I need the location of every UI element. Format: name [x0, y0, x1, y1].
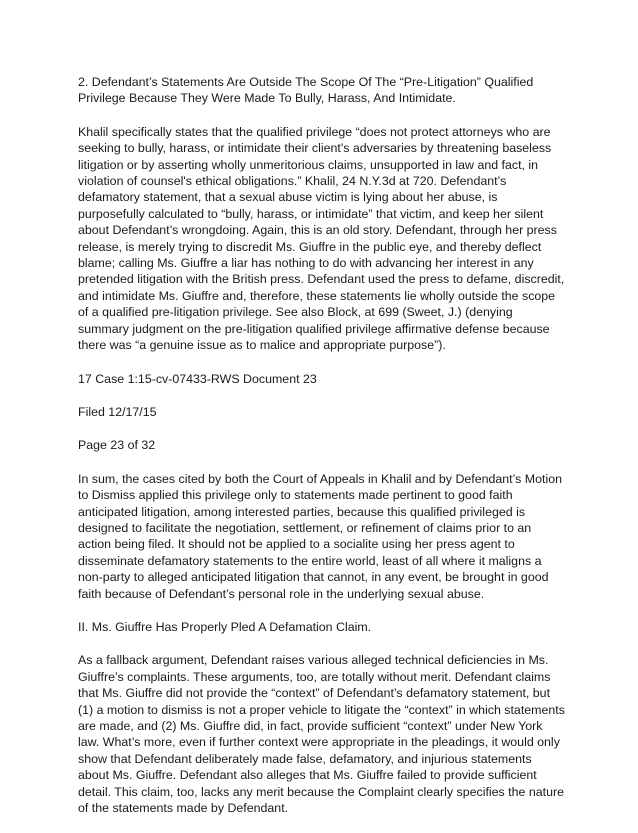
case-caption: 17 Case 1:15-cv-07433-RWS Document 23 — [78, 371, 317, 386]
document-body — [78, 74, 565, 833]
section-heading-pre-litigation: 2. Defendant’s Statements Are Outside The Scope Of The “Pre-Litigation” Qualified Privilege Because They Were Made To Bully, Harass, And Intimidate. — [78, 75, 534, 106]
body-paragraph-fallback: As a fallback argument, Defendant raises various alleged technical deficiencies in Ms. Giuffre’s complaints. These arguments, too, are totally without merit. Defendant claims that Ms. Giuffre did not provide the “context” of Defendant’s defamatory statement, but (1) a motion to dismiss is not a proper vehicle to litigate the “context” in which statements are made, and (2) Ms. Giuffre did, in fact, provide sufficient “context” under New York law. What’s more, even if further context were appropriate in the pleadings, it would only show that Defendant deliberately made false, defamatory, and injurious statements about Ms. Giuffre. Defendant also alleges that Ms. Giuffre failed to provide sufficient detail. This claim, too, lacks any merit because the Complaint clearly specifies the nature of the statements made by Defendant. — [78, 653, 565, 816]
section-heading-defamation-claim: II. Ms. Giuffre Has Properly Pled A Defamation Claim. — [78, 619, 372, 634]
filed-date: Filed 12/17/15 — [78, 404, 157, 419]
body-paragraph-in-sum: In sum, the cases cited by both the Court of Appeals in Khalil and by Defendant’s Motion to Dismiss applied this privilege only to statements made pertinent to good faith anticipated litigation, among interested parties, because this qualified privileged is designed to facilitate the negotiation, settlement, or refinement of claims prior to an action being filed. It should not be applied to a socialite using her press agent to disseminate defamatory statements to the entire world, least of all where it maligns a non-party to alleged anticipated litigation that cannot, in any event, be brought in good faith because of Defendant’s personal role in the underlying sexual abuse. — [78, 471, 562, 601]
page-number: Page 23 of 32 — [78, 438, 156, 453]
body-paragraph-khalil: Khalil specifically states that the qualified privilege “does not protect attorneys who are seeking to bully, harass, or intimidate their client's adversaries by threatening baseless litigation or by asserting wholly unmeritorious claims, unsupported in law and fact, in violation of counsel's ethical obligations.” Khalil, 24 N.Y.3d at 720. Defendant’s defamatory statement, that a sexual abuse victim is lying about her abuse, is purposefully calculated to “bully, harass, or intimidate” that victim, and keep her silent about Defendant’s wrongdoing. Again, this is an old story. Defendant, through her press release, is merely trying to discredit Ms. Giuffre in the public eye, and thereby deflect blame; calling Ms. Giuffre a liar has nothing to do with advancing her interest in any pretended litigation with the British press. Defendant used the press to defame, discredit, and intimidate Ms. Giuffre and, therefore, these statements lie wholly outside the scope of a qualified pre-litigation privilege. See also Block, at 699 (Sweet, J.) (denying summary judgment on the pre-litigation qualified privilege affirmative defense because there was “a genuine issue as to malice and appropriate purpose”). — [78, 124, 565, 353]
